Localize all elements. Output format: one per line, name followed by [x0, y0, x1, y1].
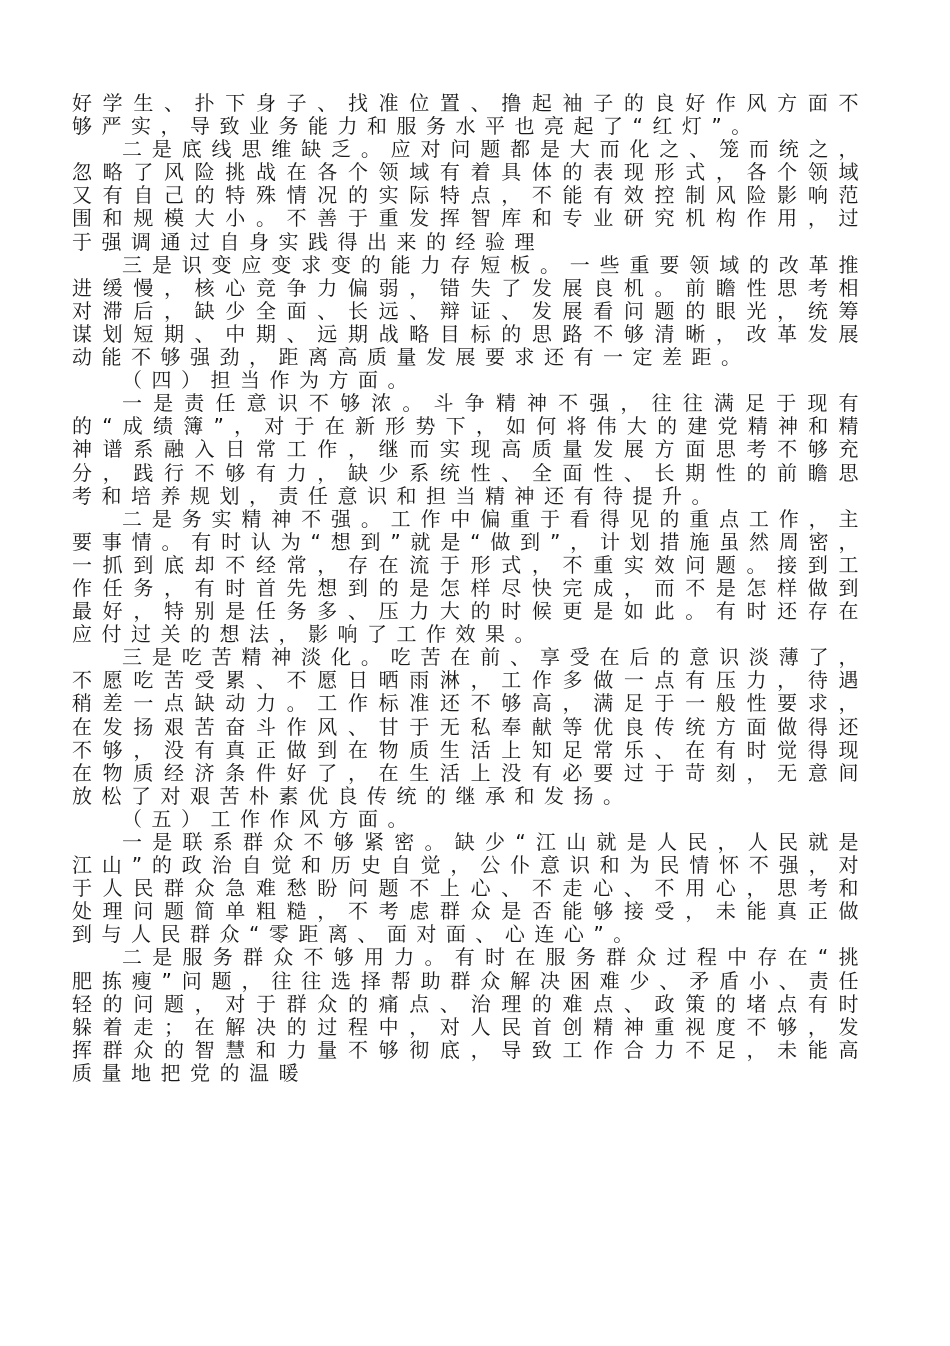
section-heading-work-style: （五）工作作风方面。 — [122, 806, 417, 831]
paragraph-bottom-line-thinking: 二是底线思维缺乏。应对问题都是大而化之、笼而统之，忽略了风险挑战在各个领域有着具体的表现形式，各个领域又有自己的特殊情况的实际特点，不能有效控制风险影响范围和规模大小。不善于重发挥智库和专业研究机构作用，过于强调通过自身实践得出来的经验理 — [72, 137, 868, 254]
paragraph-hardship-spirit: 三是吃苦精神淡化。吃苦在前、享受在后的意识淡薄了，不愿吃苦受累、不愿日晒雨淋，工作多做一点有压力，待遇稍差一点缺动力。工作标准还不够高，满足于一般性要求，在发扬艰苦奋斗作风、甘于无私奉献等优良传统方面做得还不够，没有真正做到在物质生活上知足常乐、在有时觉得现在物质经济条件好了，在生活上没有必要过于苛刻，无意间放松了对艰苦朴素优良传统的继承和发扬。 — [72, 645, 868, 808]
paragraph-pragmatic-spirit: 二是务实精神不强。工作中偏重于看得见的重点工作，主要事情。有时认为“想到”就是“做到”，计划措施虽然周密，一抓到底却不经常，存在流于形式，不重实效问题。接到工作任务，有时首先想到的是怎样尽快完成，而不是怎样做到最好，特别是任务多、压力大的时候更是如此。有时还存在应付过关的想法，影响了工作效果。 — [72, 506, 868, 647]
document-body — [72, 92, 868, 1085]
paragraph-serve-masses: 二是服务群众不够用力。有时在服务群众过程中存在“挑肥拣瘦”问题，往往选择帮助群众解决困难少、矛盾小、责任轻的问题，对于群众的痛点、治理的难点、政策的堵点有时躲着走；在解决的过程中，对人民首创精神重视度不够，发挥群众的智慧和力量不够彻底，导致工作合力不足，未能高质量地把党的温暖 — [72, 945, 868, 1085]
paragraph-adapt-to-change: 三是识变应变求变的能力存短板。一些重要领域的改革推进缓慢，核心竞争力偏弱，错失了发展良机。前瞻性思考相对滞后，缺少全面、长远、辩证、发展看问题的眼光，统筹谋划短期、中期、远期战略目标的思路不够清晰，改革发展动能不够强劲，距离高质量发展要求还有一定差距。 — [72, 252, 868, 370]
paragraph-contact-masses: 一是联系群众不够紧密。缺少“江山就是人民，人民就是江山”的政治自觉和历史自觉，公仆意识和为民情怀不强，对于人民群众急难愁盼问题不上心、不走心、不用心，思考和处理问题简单粗糙，不考虑群众是否能够接受，未能真正做到与人民群众“零距离、面对面、心连心”。 — [72, 830, 868, 947]
paragraph-sense-of-duty: 一是责任意识不够浓。斗争精神不强，往往满足于现有的“成绩簿”，对于在新形势下，如何将伟大的建党精神和精神谱系融入日常工作，继而实现高质量发展方面思考不够充分，践行不够有力，缺少系统性、全面性、长期性的前瞻思考和培养规划，责任意识和担当精神还有待提升。 — [72, 391, 868, 508]
section-heading-responsibility: （四）担当作为方面。 — [122, 368, 417, 393]
paragraph-continuation: 好学生、扑下身子、找准位置、撸起袖子的良好作风方面不够严实，导致业务能力和服务水平也亮起了“红灯”。 — [72, 91, 868, 139]
